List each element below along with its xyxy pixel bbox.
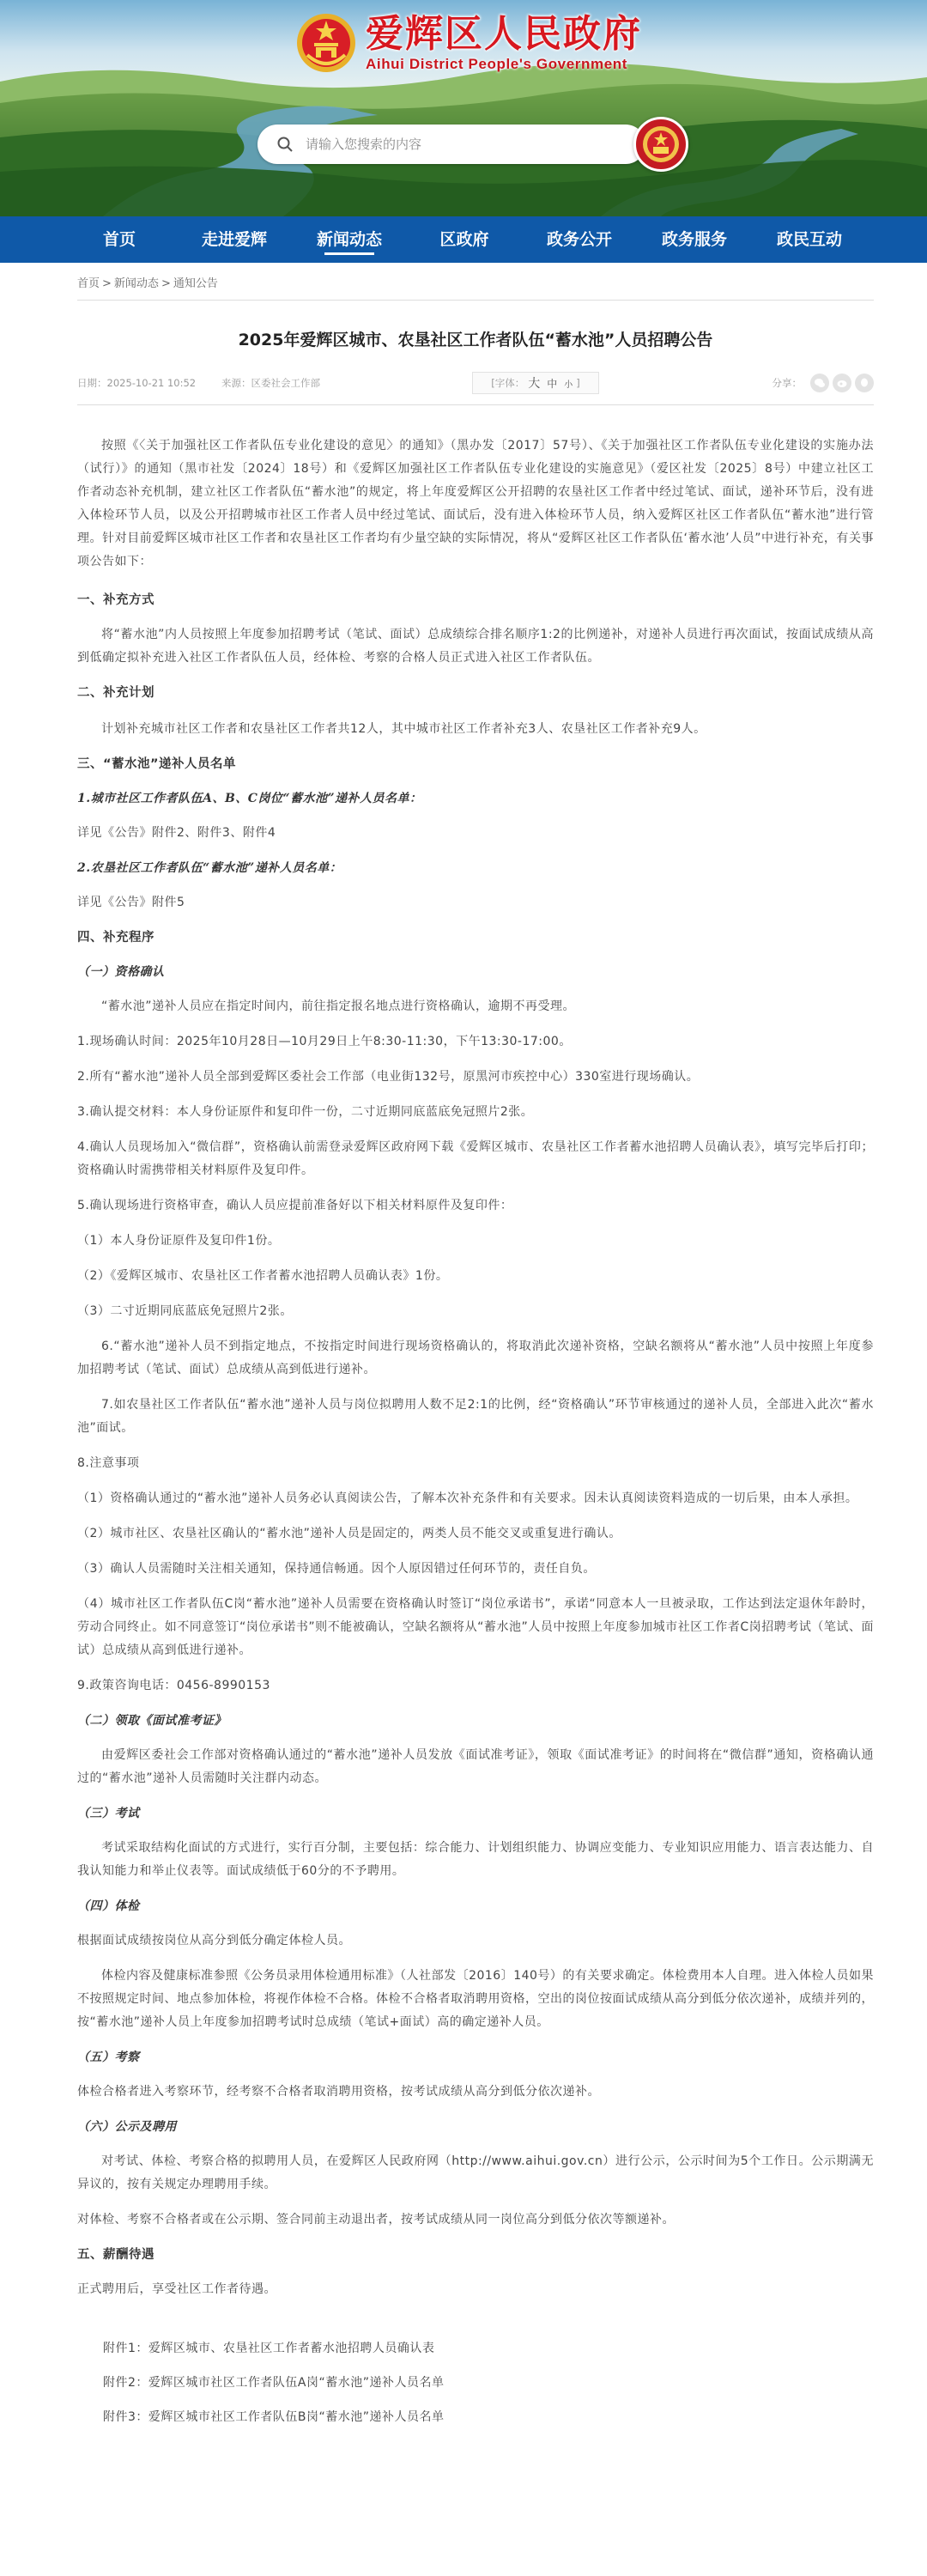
share-label: 分享： — [772, 377, 802, 389]
section-heading: 二、补充计划 — [77, 686, 154, 700]
main-nav — [0, 216, 927, 263]
subsection-heading: （一）资格确认 — [77, 965, 165, 979]
attachment-link[interactable]: 附件1：爱辉区城市、农垦社区工作者蓄水池招聘人员确认表 — [103, 2342, 435, 2355]
paragraph: 2.所有“蓄水池”递补人员全部到爱辉区委社会工作部（电业街132号，原黑河市疾控中心）330室进行现场确认。 — [77, 1070, 700, 1084]
nav-item-home[interactable]: 首页 — [102, 230, 136, 249]
qq-share-icon[interactable] — [855, 374, 874, 392]
nav-item-government[interactable]: 区政府 — [439, 230, 489, 249]
paragraph: 将“蓄水池”内人员按照上年度参加招聘考试（笔试、面试）总成绩综合排名顺序1:2的比例递补，对递补人员进行再次面试，按面试成绩从高到低确定拟补充进入社区工作者队伍人员，经体检、考察的合格人员正式进入社区工作者队伍。 — [77, 628, 874, 665]
font-size-medium-button[interactable]: 中 — [547, 377, 558, 390]
share-bar — [772, 372, 875, 394]
breadcrumb-home[interactable]: 首页 — [77, 277, 100, 290]
nav-item-services[interactable]: 政务服务 — [661, 230, 727, 249]
article-meta — [77, 372, 874, 394]
search-bar — [258, 125, 645, 164]
subsection-heading: （四）体检 — [77, 1899, 140, 1913]
paragraph: 对体检、考察不合格者或在公示期、签合同前主动退出者，按考试成绩从同一岗位高分到低分依次等额递补。 — [77, 2213, 675, 2227]
attachment-link[interactable]: 附件3：爱辉区城市社区工作者队伍B岗“蓄水池”递补人员名单 — [103, 2410, 445, 2424]
article-date: 日期：2025-10-21 10:52 — [77, 377, 197, 389]
subsection-heading: （三）考试 — [77, 1807, 140, 1820]
paragraph: 对考试、体检、考察合格的拟聘用人员，在爱辉区人民政府网（http://www.aihui.gov.cn）进行公示，公示时间为5个工作日。公示期满无异议的，按有关规定办理聘用手续。 — [77, 2154, 874, 2191]
paragraph: 正式聘用后，享受社区工作者待遇。 — [77, 2282, 276, 2296]
font-size-large-button[interactable]: 大 — [528, 377, 541, 391]
site-logo[interactable] — [295, 12, 642, 74]
paragraph: 9.政策咨询电话：0456-8990153 — [77, 1679, 270, 1692]
list-item: （1）本人身份证原件及复印件1份。 — [77, 1234, 281, 1248]
site-name-english: Aihui District People's Government — [366, 56, 628, 72]
breadcrumb-news[interactable]: 新闻动态 — [113, 277, 159, 290]
font-size-small-button[interactable]: 小 — [564, 380, 573, 390]
weibo-share-icon[interactable] — [833, 374, 851, 392]
list-item: （3）确认人员需随时关注相关通知，保持通信畅通。因个人原因错过任何环节的，责任自负。 — [77, 1562, 596, 1576]
font-size-bracket: ] — [576, 377, 580, 389]
font-size-control — [472, 372, 599, 394]
main-content — [0, 275, 927, 2428]
paragraph: 根据面试成绩按岗位从高分到低分确定体检人员。 — [77, 1934, 351, 1947]
subsection-heading: 1.城市社区工作者队伍A、B、C岗位“蓄水池”递补人员名单： — [77, 792, 422, 805]
paragraph: 7.如农垦社区工作者队伍“蓄水池”递补人员与岗位拟聘用人数不足2:1的比例，经“资格确认”环节审核通过的递补人员，全部进入此次“蓄水池”面试。 — [77, 1398, 874, 1435]
site-name: 爱辉区人民政府 — [366, 12, 642, 56]
paragraph: 4.确认人员现场加入“微信群”，资格确认前需登录爱辉区政府网下载《爱辉区城市、农垦社区工作者蓄水池招聘人员确认表》，填写完毕后打印；资格确认时需携带相关材料原件及复印件。 — [77, 1140, 874, 1177]
font-size-label: [字体： — [491, 377, 525, 389]
article-body — [77, 434, 874, 2428]
nav-item-news[interactable]: 新闻动态 — [292, 216, 407, 263]
paragraph: 体检内容及健康标准参照《公务员录用体检通用标准》（人社部发〔2016〕140号）的有关要求确定。体检费用本人自理。进入体检人员如果不按照规定时间、地点参加体检，将视作体检不合格。体检不合格者取消聘用资格，空出的岗位按面试成绩从高分到低分依次递补，成绩并列的，按“蓄水池”递补人员上年度参加招聘考试时总成绩（笔试+面试）高的确定递补人员。 — [77, 1969, 874, 2029]
article-title: 2025年爱辉区城市、农垦社区工作者队伍“蓄水池”人员招聘公告 — [238, 331, 713, 349]
section-heading: 一、补充方式 — [77, 593, 154, 607]
paragraph: 1.现场确认时间：2025年10月28日—10月29日上午8:30-11:30，下午13:30-17:00。 — [77, 1035, 572, 1048]
breadcrumb-separator: > — [102, 277, 112, 290]
intro-paragraph: 按照《〈关于加强社区工作者队伍专业化建设的意见〉的通知》（黑办发〔2017〕57号）、《关于加强社区工作者队伍专业化建设的实施办法（试行）》的通知（黑市社发〔2024〕18号）和《爱辉区加强社区工作者队伍专业化建设的实施意见》（爱区社发〔2025〕8号）中建立社区工作者动态补充机制，建立社区工作者队伍“蓄水池”的规定，将上年度爱辉区公开招聘的农垦社区工作者中经过笔试、面试，递补环节后，没有进入体检环节人员，以及公开招聘城市社区工作者人员中经过笔试、面试后，没有进入体检环节人员，纳入爱辉区社区工作者队伍“蓄水池”进行管理。针对目前爱辉区城市社区工作者和农垦社区工作者均有少量空缺的实际情况，将从“爱辉区社区工作者队伍‘蓄水池’人员”中进行补充，有关事项公告如下： — [77, 439, 874, 568]
breadcrumb-separator: > — [161, 277, 171, 290]
paragraph: “蓄水池”递补人员应在指定时间内，前往指定报名地点进行资格确认，逾期不再受理。 — [101, 999, 576, 1013]
nav-item-interaction[interactable]: 政民互动 — [776, 230, 842, 249]
section-heading: 三、“蓄水池”递补人员名单 — [77, 757, 237, 771]
list-item: （1）资格确认通过的“蓄水池”递补人员务必认真阅读公告，了解本次补充条件和有关要求。因未认真阅读资料造成的一切后果，由本人承担。 — [77, 1492, 858, 1505]
paragraph: 计划补充城市社区工作者和农垦社区工作者共12人，其中城市社区工作者补充3人、农垦社区工作者补充9人。 — [101, 722, 706, 736]
article-source: 来源：区委社会工作部 — [221, 377, 320, 389]
section-heading: 五、薪酬待遇 — [77, 2248, 154, 2262]
wechat-share-icon[interactable] — [810, 374, 829, 392]
search-button[interactable] — [633, 117, 688, 172]
paragraph: 6.“蓄水池”递补人员不到指定地点，不按指定时间进行现场资格确认的，将取消此次递补资格，空缺名额将从“蓄水池”人员中按照上年度参加招聘考试（笔试、面试）总成绩从高到低进行递补。 — [77, 1340, 874, 1376]
paragraph: 由爱辉区委社会工作部对资格确认通过的“蓄水池”递补人员发放《面试准考证》，领取《面试准考证》的时间将在“微信群”通知，资格确认通过的“蓄水池”递补人员需随时关注群内动态。 — [77, 1748, 874, 1785]
breadcrumb — [77, 275, 874, 301]
attachment-link[interactable]: 附件2：爱辉区城市社区工作者队伍A岗“蓄水池”递补人员名单 — [103, 2376, 445, 2390]
national-emblem-icon — [295, 12, 357, 74]
list-item: （4）城市社区工作者队伍C岗“蓄水池”递补人员需要在资格确认时签订“岗位承诺书”，承诺“同意本人一旦被录取，工作达到法定退休年龄时，劳动合同终止。如不同意签订“岗位承诺书”则不能被确认，空缺名额将从“蓄水池”人员中按照上年度参加城市社区工作者C岗招聘考试（笔试、面试）总成绩从高到低进行递补。 — [77, 1597, 874, 1657]
nav-item-public-affairs[interactable]: 政务公开 — [546, 230, 612, 249]
subsection-heading: （二）领取《面试准考证》 — [77, 1714, 227, 1728]
paragraph: 体检合格者进入考察环节，经考察不合格者取消聘用资格，按考试成绩从高分到低分依次递补。 — [77, 2085, 600, 2099]
attachment-list — [77, 2337, 874, 2428]
emblem-search-button-icon — [639, 123, 682, 166]
section-heading: 四、补充程序 — [77, 931, 154, 945]
paragraph: 3.确认提交材料：本人身份证原件和复印件一份，二寸近期同底蓝底免冠照片2张。 — [77, 1105, 534, 1119]
title-divider — [77, 404, 874, 405]
subsection-heading: （五）考察 — [77, 2050, 140, 2064]
paragraph: 8.注意事项 — [77, 1456, 140, 1470]
list-item: （2）《爱辉区城市、农垦社区工作者蓄水池招聘人员确认表》1份。 — [77, 1269, 449, 1283]
paragraph: 考试采取结构化面试的方式进行，实行百分制，主要包括：综合能力、计划组织能力、协调应变能力、专业知识应用能力、语言表达能力、自我认知能力和举止仪表等。面试成绩低于60分的不予聘用。 — [77, 1841, 874, 1878]
list-item: （2）城市社区、农垦社区确认的“蓄水池”递补人员是固定的，两类人员不能交叉或重复进行确认。 — [77, 1527, 621, 1540]
nav-item-about[interactable]: 走进爱辉 — [201, 230, 267, 249]
search-input[interactable] — [306, 137, 597, 152]
breadcrumb-notices[interactable]: 通知公告 — [173, 277, 218, 290]
list-item: （3）二寸近期同底蓝底免冠照片2张。 — [77, 1304, 293, 1318]
paragraph: 详见《公告》附件5 — [77, 896, 185, 909]
subsection-heading: （六）公示及聘用 — [77, 2120, 177, 2134]
header-banner — [0, 0, 927, 216]
paragraph: 详见《公告》附件2、附件3、附件4 — [77, 826, 276, 840]
search-icon — [276, 136, 294, 153]
subsection-heading: 2.农垦社区工作者队伍“蓄水池”递补人员名单： — [77, 861, 342, 875]
paragraph: 5.确认现场进行资格审查，确认人员应提前准备好以下相关材料原件及复印件： — [77, 1199, 513, 1212]
